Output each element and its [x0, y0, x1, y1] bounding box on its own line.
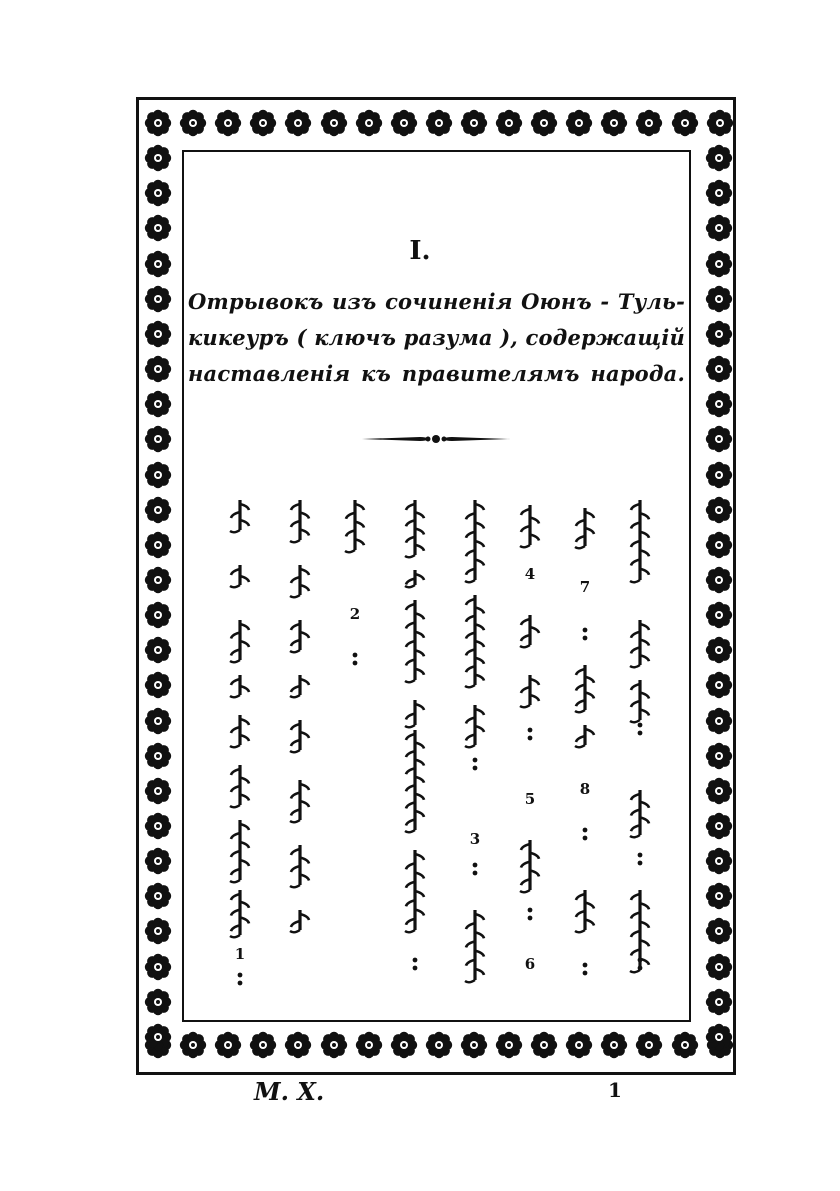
rosette-ornament-icon — [143, 987, 173, 1017]
script-word-icon — [630, 680, 649, 722]
rosette-ornament-icon — [143, 495, 173, 525]
rosette-ornament-icon — [143, 143, 173, 173]
rosette-ornament-icon — [143, 319, 173, 349]
script-word-icon — [230, 765, 249, 807]
rosette-ornament-icon — [283, 1030, 313, 1060]
script-word-icon — [345, 500, 364, 552]
rosette-ornament-icon — [704, 952, 734, 982]
rosette-ornament-icon — [704, 354, 734, 384]
rosette-ornament-icon — [213, 1030, 243, 1060]
rosette-ornament-icon — [704, 741, 734, 771]
script-word-icon — [290, 565, 309, 597]
script-word-icon — [520, 675, 539, 707]
rosette-ornament-icon — [670, 108, 700, 138]
rosette-ornament-icon — [704, 319, 734, 349]
rosette-ornament-icon — [459, 108, 489, 138]
rosette-ornament-icon — [704, 143, 734, 173]
script-word-icon — [520, 505, 539, 547]
rosette-ornament-icon — [459, 1030, 489, 1060]
rosette-ornament-icon — [213, 108, 243, 138]
section-numeral: I. — [409, 236, 431, 266]
punctuation-dot-icon — [413, 958, 418, 971]
rosette-ornament-icon — [424, 1030, 454, 1060]
rosette-ornament-icon — [599, 108, 629, 138]
verse-number: 7 — [579, 578, 591, 596]
script-word-icon — [230, 675, 249, 697]
mongolian-script-text — [200, 490, 680, 1000]
rosette-ornament-icon — [704, 987, 734, 1017]
rosette-ornament-icon — [494, 108, 524, 138]
section-title-line-1: Отрывокъ изъ сочиненія Оюнъ - Туль- — [188, 289, 685, 314]
rosette-ornament-icon — [178, 1030, 208, 1060]
verse-number: 4 — [524, 565, 536, 583]
rosette-ornament-icon — [704, 460, 734, 490]
script-word-icon — [520, 840, 539, 892]
rosette-ornament-icon — [670, 1030, 700, 1060]
script-word-icon — [405, 500, 424, 557]
rosette-ornament-icon — [564, 1030, 594, 1060]
rosette-ornament-icon — [704, 916, 734, 946]
rosette-ornament-icon — [704, 1022, 734, 1052]
rosette-ornament-icon — [704, 811, 734, 841]
punctuation-dot-icon — [473, 863, 478, 876]
script-word-icon — [630, 620, 649, 667]
punctuation-dot-icon — [238, 973, 243, 986]
verse-number: 3 — [469, 830, 481, 848]
rosette-ornament-icon — [143, 741, 173, 771]
rosette-ornament-icon — [143, 670, 173, 700]
punctuation-dot-icon — [528, 908, 533, 921]
script-word-icon — [290, 910, 309, 932]
punctuation-dot-icon — [528, 728, 533, 741]
punctuation-dot-icon — [473, 758, 478, 771]
verse-number: 2 — [349, 605, 361, 623]
rosette-ornament-icon — [704, 881, 734, 911]
rosette-ornament-icon — [704, 565, 734, 595]
rosette-ornament-icon — [634, 1030, 664, 1060]
script-word-icon — [290, 780, 309, 822]
rosette-ornament-icon — [704, 389, 734, 419]
rosette-ornament-icon — [704, 178, 734, 208]
script-word-icon — [630, 790, 649, 837]
verse-number: 5 — [524, 790, 536, 808]
script-word-icon — [290, 620, 309, 652]
script-word-icon — [465, 595, 484, 687]
rosette-ornament-icon — [704, 600, 734, 630]
rosette-ornament-icon — [354, 108, 384, 138]
rosette-ornament-icon — [248, 1030, 278, 1060]
rosette-ornament-icon — [389, 1030, 419, 1060]
rosette-ornament-icon — [704, 495, 734, 525]
script-word-icon — [405, 600, 424, 682]
script-word-icon — [230, 565, 249, 587]
rosette-ornament-icon — [319, 108, 349, 138]
punctuation-dot-icon — [583, 628, 588, 641]
rosette-ornament-icon — [178, 108, 208, 138]
rosette-ornament-icon — [143, 952, 173, 982]
punctuation-dot-icon — [583, 963, 588, 976]
script-word-icon — [405, 570, 424, 587]
verse-number: 6 — [524, 955, 536, 973]
script-word-icon — [405, 850, 424, 932]
script-word-icon — [575, 508, 594, 548]
script-word-icon — [575, 725, 594, 747]
signature-mark: М. Х. — [254, 1077, 325, 1106]
punctuation-dot-icon — [583, 828, 588, 841]
rosette-ornament-icon — [704, 530, 734, 560]
rosette-ornament-icon — [143, 178, 173, 208]
script-word-icon — [290, 720, 309, 752]
script-word-icon — [230, 500, 249, 532]
script-word-icon — [290, 845, 309, 887]
rosette-ornament-icon — [143, 846, 173, 876]
rosette-ornament-icon — [354, 1030, 384, 1060]
verse-number: 1 — [234, 945, 246, 963]
script-word-icon — [230, 820, 249, 882]
rosette-ornament-icon — [634, 108, 664, 138]
rosette-ornament-icon — [143, 811, 173, 841]
script-word-icon — [575, 665, 594, 712]
rosette-ornament-icon — [319, 1030, 349, 1060]
script-word-icon — [465, 500, 484, 582]
rosette-ornament-icon — [143, 530, 173, 560]
script-word-icon — [465, 705, 484, 747]
rosette-ornament-icon — [143, 635, 173, 665]
section-title-line-3: наставленія къ правителямъ народа. — [188, 361, 685, 386]
script-word-icon — [520, 615, 539, 647]
rosette-ornament-icon — [494, 1030, 524, 1060]
punctuation-dot-icon — [638, 853, 643, 866]
rosette-ornament-icon — [704, 776, 734, 806]
script-word-icon — [405, 700, 424, 727]
rosette-ornament-icon — [704, 670, 734, 700]
rosette-ornament-icon — [424, 108, 454, 138]
rosette-ornament-icon — [529, 108, 559, 138]
rosette-ornament-icon — [143, 108, 173, 138]
rosette-ornament-icon — [704, 846, 734, 876]
script-word-icon — [230, 620, 249, 662]
rosette-ornament-icon — [143, 706, 173, 736]
verse-number: 8 — [579, 780, 591, 798]
section-title — [188, 284, 685, 392]
ornamental-divider — [360, 432, 512, 446]
rosette-ornament-icon — [599, 1030, 629, 1060]
rosette-ornament-icon — [704, 424, 734, 454]
rosette-ornament-icon — [283, 108, 313, 138]
rosette-ornament-icon — [143, 1022, 173, 1052]
rosette-ornament-icon — [143, 284, 173, 314]
rosette-ornament-icon — [143, 354, 173, 384]
rosette-ornament-icon — [143, 600, 173, 630]
script-word-icon — [465, 910, 484, 982]
rosette-ornament-icon — [704, 284, 734, 314]
rosette-ornament-icon — [143, 565, 173, 595]
rosette-ornament-icon — [704, 635, 734, 665]
rosette-ornament-icon — [248, 108, 278, 138]
rosette-ornament-icon — [143, 881, 173, 911]
script-word-icon — [405, 730, 424, 832]
rosette-ornament-icon — [143, 424, 173, 454]
rosette-ornament-icon — [389, 108, 419, 138]
rosette-ornament-icon — [143, 916, 173, 946]
script-word-icon — [290, 675, 309, 697]
rosette-ornament-icon — [143, 460, 173, 490]
page-number: 1 — [608, 1078, 622, 1102]
rosette-ornament-icon — [143, 389, 173, 419]
script-word-icon — [630, 500, 649, 582]
script-word-icon — [575, 890, 594, 932]
punctuation-dot-icon — [353, 653, 358, 666]
rosette-ornament-icon — [143, 776, 173, 806]
rosette-ornament-icon — [704, 706, 734, 736]
punctuation-dot-icon — [638, 723, 643, 736]
rosette-ornament-icon — [564, 108, 594, 138]
script-word-icon — [290, 500, 309, 542]
rosette-ornament-icon — [705, 108, 735, 138]
script-word-icon — [230, 715, 249, 747]
script-word-icon — [230, 890, 249, 937]
rosette-ornament-icon — [529, 1030, 559, 1060]
section-title-line-2: кикеуръ ( ключъ разума ), содержащій — [188, 325, 685, 350]
